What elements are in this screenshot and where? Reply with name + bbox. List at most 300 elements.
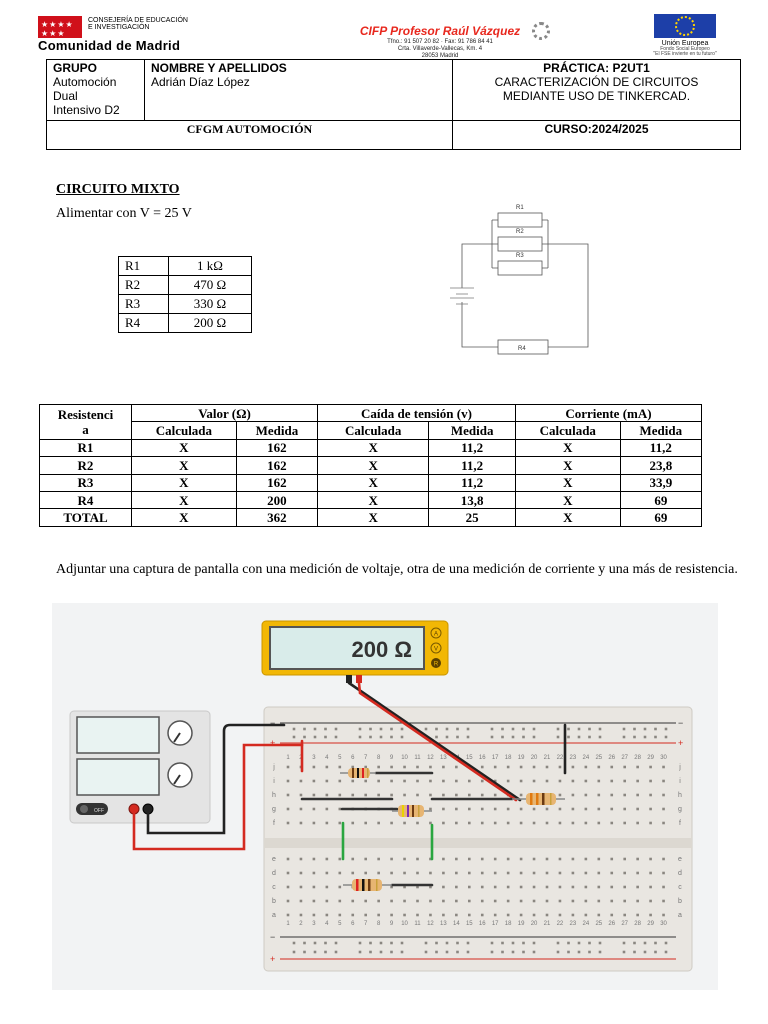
terminal-hole[interactable] [649,914,652,917]
rail-hole[interactable] [599,942,602,945]
terminal-hole[interactable] [442,808,445,811]
rail-hole[interactable] [359,728,362,731]
rail-hole[interactable] [435,736,438,739]
terminal-hole[interactable] [572,858,575,861]
terminal-hole[interactable] [598,780,601,783]
rail-hole[interactable] [435,942,438,945]
rail-hole[interactable] [567,736,570,739]
rail-hole[interactable] [578,736,581,739]
terminal-hole[interactable] [455,794,458,797]
rail-hole[interactable] [314,736,317,739]
terminal-hole[interactable] [610,822,613,825]
terminal-hole[interactable] [442,858,445,861]
terminal-hole[interactable] [507,808,510,811]
rail-hole[interactable] [456,942,459,945]
terminal-hole[interactable] [416,766,419,769]
terminal-hole[interactable] [636,794,639,797]
terminal-hole[interactable] [313,900,316,903]
terminal-hole[interactable] [468,872,471,875]
terminal-hole[interactable] [662,794,665,797]
terminal-hole[interactable] [546,780,549,783]
terminal-hole[interactable] [313,780,316,783]
terminal-hole[interactable] [300,808,303,811]
terminal-hole[interactable] [533,900,536,903]
terminal-hole[interactable] [649,780,652,783]
terminal-hole[interactable] [598,914,601,917]
terminal-hole[interactable] [364,766,367,769]
terminal-hole[interactable] [559,858,562,861]
terminal-hole[interactable] [598,822,601,825]
terminal-hole[interactable] [636,886,639,889]
terminal-hole[interactable] [287,914,290,917]
terminal-hole[interactable] [377,914,380,917]
terminal-hole[interactable] [494,872,497,875]
terminal-hole[interactable] [468,914,471,917]
terminal-hole[interactable] [339,794,342,797]
terminal-hole[interactable] [416,858,419,861]
terminal-hole[interactable] [623,900,626,903]
rail-hole[interactable] [401,942,404,945]
terminal-hole[interactable] [649,872,652,875]
terminal-hole[interactable] [442,780,445,783]
terminal-hole[interactable] [572,766,575,769]
terminal-hole[interactable] [494,808,497,811]
rail-hole[interactable] [456,728,459,731]
terminal-hole[interactable] [585,822,588,825]
terminal-hole[interactable] [636,808,639,811]
terminal-hole[interactable] [610,914,613,917]
terminal-hole[interactable] [623,780,626,783]
terminal-hole[interactable] [623,822,626,825]
terminal-hole[interactable] [455,872,458,875]
rail-hole[interactable] [324,951,327,954]
terminal-hole[interactable] [610,858,613,861]
rail-hole[interactable] [425,942,428,945]
terminal-hole[interactable] [403,780,406,783]
terminal-hole[interactable] [662,900,665,903]
rail-hole[interactable] [467,942,470,945]
rail-hole[interactable] [512,736,515,739]
terminal-hole[interactable] [313,794,316,797]
terminal-hole[interactable] [610,872,613,875]
terminal-hole[interactable] [403,914,406,917]
rail-hole[interactable] [390,736,393,739]
terminal-hole[interactable] [300,872,303,875]
rail-hole[interactable] [644,951,647,954]
rail-hole[interactable] [557,736,560,739]
terminal-hole[interactable] [585,872,588,875]
rail-hole[interactable] [303,736,306,739]
rail-hole[interactable] [567,942,570,945]
rail-hole[interactable] [359,736,362,739]
terminal-hole[interactable] [300,914,303,917]
terminal-hole[interactable] [520,794,523,797]
rail-hole[interactable] [588,736,591,739]
terminal-hole[interactable] [662,872,665,875]
terminal-hole[interactable] [559,780,562,783]
terminal-hole[interactable] [507,914,510,917]
terminal-hole[interactable] [429,914,432,917]
terminal-hole[interactable] [623,766,626,769]
terminal-hole[interactable] [559,794,562,797]
terminal-hole[interactable] [339,900,342,903]
rail-hole[interactable] [335,728,338,731]
rail-hole[interactable] [425,728,428,731]
rail-hole[interactable] [401,736,404,739]
terminal-hole[interactable] [390,794,393,797]
rail-hole[interactable] [578,951,581,954]
rail-hole[interactable] [665,728,668,731]
terminal-hole[interactable] [507,886,510,889]
terminal-hole[interactable] [416,872,419,875]
rail-hole[interactable] [522,728,525,731]
rail-hole[interactable] [533,728,536,731]
rail-hole[interactable] [335,736,338,739]
terminal-hole[interactable] [494,766,497,769]
terminal-hole[interactable] [598,766,601,769]
terminal-hole[interactable] [520,900,523,903]
terminal-hole[interactable] [390,914,393,917]
rail-hole[interactable] [369,728,372,731]
terminal-hole[interactable] [546,914,549,917]
terminal-hole[interactable] [649,886,652,889]
terminal-hole[interactable] [326,822,329,825]
rail-hole[interactable] [599,736,602,739]
rail-hole[interactable] [293,951,296,954]
terminal-hole[interactable] [313,914,316,917]
terminal-hole[interactable] [481,780,484,783]
terminal-hole[interactable] [481,900,484,903]
rail-hole[interactable] [314,728,317,731]
terminal-hole[interactable] [662,858,665,861]
terminal-hole[interactable] [559,886,562,889]
rail-hole[interactable] [501,736,504,739]
terminal-hole[interactable] [662,808,665,811]
rail-hole[interactable] [369,736,372,739]
terminal-hole[interactable] [546,822,549,825]
terminal-hole[interactable] [377,900,380,903]
terminal-hole[interactable] [610,794,613,797]
terminal-hole[interactable] [494,822,497,825]
rail-hole[interactable] [435,728,438,731]
terminal-hole[interactable] [623,872,626,875]
terminal-hole[interactable] [339,780,342,783]
terminal-hole[interactable] [403,858,406,861]
terminal-hole[interactable] [494,858,497,861]
rail-hole[interactable] [665,951,668,954]
terminal-hole[interactable] [649,822,652,825]
terminal-hole[interactable] [623,808,626,811]
terminal-hole[interactable] [533,822,536,825]
rail-hole[interactable] [533,736,536,739]
terminal-hole[interactable] [326,914,329,917]
terminal-hole[interactable] [364,914,367,917]
terminal-hole[interactable] [351,822,354,825]
terminal-hole[interactable] [662,822,665,825]
terminal-hole[interactable] [559,872,562,875]
terminal-hole[interactable] [313,886,316,889]
terminal-hole[interactable] [326,794,329,797]
terminal-hole[interactable] [377,858,380,861]
terminal-hole[interactable] [610,808,613,811]
rail-hole[interactable] [522,736,525,739]
terminal-hole[interactable] [287,822,290,825]
rail-hole[interactable] [654,728,657,731]
rail-hole[interactable] [557,728,560,731]
terminal-hole[interactable] [585,808,588,811]
terminal-hole[interactable] [455,766,458,769]
terminal-hole[interactable] [442,766,445,769]
terminal-hole[interactable] [559,808,562,811]
rail-hole[interactable] [446,951,449,954]
terminal-hole[interactable] [481,822,484,825]
rail-hole[interactable] [644,728,647,731]
rail-hole[interactable] [359,942,362,945]
terminal-hole[interactable] [494,886,497,889]
terminal-hole[interactable] [390,900,393,903]
rail-hole[interactable] [359,951,362,954]
terminal-hole[interactable] [481,794,484,797]
terminal-hole[interactable] [533,886,536,889]
terminal-hole[interactable] [468,886,471,889]
rail-hole[interactable] [380,951,383,954]
terminal-hole[interactable] [546,872,549,875]
terminal-hole[interactable] [507,900,510,903]
rail-hole[interactable] [446,942,449,945]
rail-hole[interactable] [380,736,383,739]
terminal-hole[interactable] [416,780,419,783]
terminal-hole[interactable] [520,914,523,917]
terminal-hole[interactable] [585,858,588,861]
terminal-hole[interactable] [598,900,601,903]
terminal-hole[interactable] [572,822,575,825]
terminal-hole[interactable] [507,780,510,783]
terminal-hole[interactable] [585,886,588,889]
terminal-hole[interactable] [403,872,406,875]
rail-hole[interactable] [623,728,626,731]
rail-hole[interactable] [324,942,327,945]
terminal-hole[interactable] [598,886,601,889]
rail-hole[interactable] [456,736,459,739]
terminal-hole[interactable] [649,858,652,861]
rail-hole[interactable] [401,728,404,731]
terminal-hole[interactable] [520,858,523,861]
terminal-hole[interactable] [533,808,536,811]
terminal-hole[interactable] [339,766,342,769]
rail-hole[interactable] [623,736,626,739]
terminal-hole[interactable] [390,780,393,783]
terminal-hole[interactable] [662,914,665,917]
terminal-hole[interactable] [403,900,406,903]
rail-hole[interactable] [633,951,636,954]
rail-hole[interactable] [390,728,393,731]
rail-hole[interactable] [390,942,393,945]
rail-hole[interactable] [512,728,515,731]
rail-hole[interactable] [522,942,525,945]
terminal-hole[interactable] [377,780,380,783]
terminal-hole[interactable] [455,780,458,783]
rail-hole[interactable] [491,736,494,739]
terminal-hole[interactable] [494,794,497,797]
terminal-hole[interactable] [507,766,510,769]
rail-hole[interactable] [633,942,636,945]
terminal-hole[interactable] [300,886,303,889]
terminal-hole[interactable] [520,872,523,875]
terminal-hole[interactable] [351,900,354,903]
terminal-hole[interactable] [403,794,406,797]
terminal-hole[interactable] [351,872,354,875]
terminal-hole[interactable] [572,872,575,875]
rail-hole[interactable] [501,951,504,954]
terminal-hole[interactable] [351,780,354,783]
terminal-hole[interactable] [326,858,329,861]
terminal-hole[interactable] [546,900,549,903]
terminal-hole[interactable] [662,886,665,889]
terminal-hole[interactable] [468,858,471,861]
terminal-hole[interactable] [377,872,380,875]
terminal-hole[interactable] [623,858,626,861]
terminal-hole[interactable] [598,808,601,811]
terminal-hole[interactable] [351,766,354,769]
terminal-hole[interactable] [546,766,549,769]
terminal-hole[interactable] [507,858,510,861]
terminal-hole[interactable] [623,914,626,917]
terminal-hole[interactable] [572,808,575,811]
rail-hole[interactable] [599,951,602,954]
rail-hole[interactable] [314,951,317,954]
terminal-hole[interactable] [455,886,458,889]
terminal-hole[interactable] [559,900,562,903]
terminal-hole[interactable] [468,900,471,903]
terminal-hole[interactable] [339,822,342,825]
terminal-hole[interactable] [533,858,536,861]
rail-hole[interactable] [623,951,626,954]
terminal-hole[interactable] [351,858,354,861]
terminal-hole[interactable] [468,822,471,825]
terminal-hole[interactable] [468,780,471,783]
rail-hole[interactable] [335,951,338,954]
rail-hole[interactable] [567,951,570,954]
rail-hole[interactable] [633,728,636,731]
terminal-hole[interactable] [649,900,652,903]
terminal-hole[interactable] [636,858,639,861]
terminal-hole[interactable] [455,858,458,861]
terminal-hole[interactable] [623,794,626,797]
terminal-hole[interactable] [287,808,290,811]
terminal-hole[interactable] [559,914,562,917]
terminal-hole[interactable] [481,886,484,889]
terminal-hole[interactable] [364,822,367,825]
rail-hole[interactable] [588,942,591,945]
terminal-hole[interactable] [339,858,342,861]
terminal-hole[interactable] [649,808,652,811]
terminal-hole[interactable] [313,808,316,811]
rail-hole[interactable] [456,951,459,954]
terminal-hole[interactable] [300,900,303,903]
terminal-hole[interactable] [636,766,639,769]
rail-hole[interactable] [512,951,515,954]
terminal-hole[interactable] [649,794,652,797]
rail-hole[interactable] [491,951,494,954]
rail-hole[interactable] [491,728,494,731]
terminal-hole[interactable] [429,794,432,797]
terminal-hole[interactable] [520,822,523,825]
terminal-hole[interactable] [287,766,290,769]
rail-hole[interactable] [665,942,668,945]
rail-hole[interactable] [501,728,504,731]
terminal-hole[interactable] [598,858,601,861]
rail-hole[interactable] [293,728,296,731]
rail-hole[interactable] [369,951,372,954]
terminal-hole[interactable] [416,822,419,825]
terminal-hole[interactable] [403,766,406,769]
terminal-hole[interactable] [533,766,536,769]
rail-hole[interactable] [512,942,515,945]
terminal-hole[interactable] [390,858,393,861]
rail-hole[interactable] [578,942,581,945]
rail-hole[interactable] [654,942,657,945]
rail-hole[interactable] [557,942,560,945]
terminal-hole[interactable] [313,766,316,769]
terminal-hole[interactable] [520,886,523,889]
rail-hole[interactable] [324,728,327,731]
terminal-hole[interactable] [598,794,601,797]
terminal-hole[interactable] [481,914,484,917]
terminal-hole[interactable] [520,766,523,769]
terminal-hole[interactable] [313,872,316,875]
terminal-hole[interactable] [416,794,419,797]
terminal-hole[interactable] [364,794,367,797]
rail-hole[interactable] [303,942,306,945]
rail-hole[interactable] [446,736,449,739]
rail-hole[interactable] [467,728,470,731]
rail-hole[interactable] [654,951,657,954]
terminal-hole[interactable] [610,780,613,783]
terminal-hole[interactable] [300,780,303,783]
terminal-hole[interactable] [610,886,613,889]
rail-hole[interactable] [401,951,404,954]
terminal-hole[interactable] [481,872,484,875]
rail-hole[interactable] [501,942,504,945]
rail-hole[interactable] [435,951,438,954]
rail-hole[interactable] [293,736,296,739]
terminal-hole[interactable] [455,822,458,825]
terminal-hole[interactable] [636,780,639,783]
terminal-hole[interactable] [429,900,432,903]
rail-hole[interactable] [588,951,591,954]
terminal-hole[interactable] [559,822,562,825]
terminal-hole[interactable] [585,780,588,783]
terminal-hole[interactable] [339,872,342,875]
rail-hole[interactable] [314,942,317,945]
rail-hole[interactable] [467,736,470,739]
terminal-hole[interactable] [598,872,601,875]
terminal-hole[interactable] [585,794,588,797]
terminal-hole[interactable] [377,794,380,797]
terminal-hole[interactable] [572,900,575,903]
terminal-hole[interactable] [300,794,303,797]
terminal-hole[interactable] [572,886,575,889]
terminal-hole[interactable] [416,914,419,917]
terminal-hole[interactable] [481,808,484,811]
terminal-hole[interactable] [429,872,432,875]
terminal-hole[interactable] [636,914,639,917]
terminal-hole[interactable] [390,822,393,825]
terminal-hole[interactable] [649,766,652,769]
terminal-hole[interactable] [429,808,432,811]
rail-hole[interactable] [303,728,306,731]
rail-hole[interactable] [588,728,591,731]
